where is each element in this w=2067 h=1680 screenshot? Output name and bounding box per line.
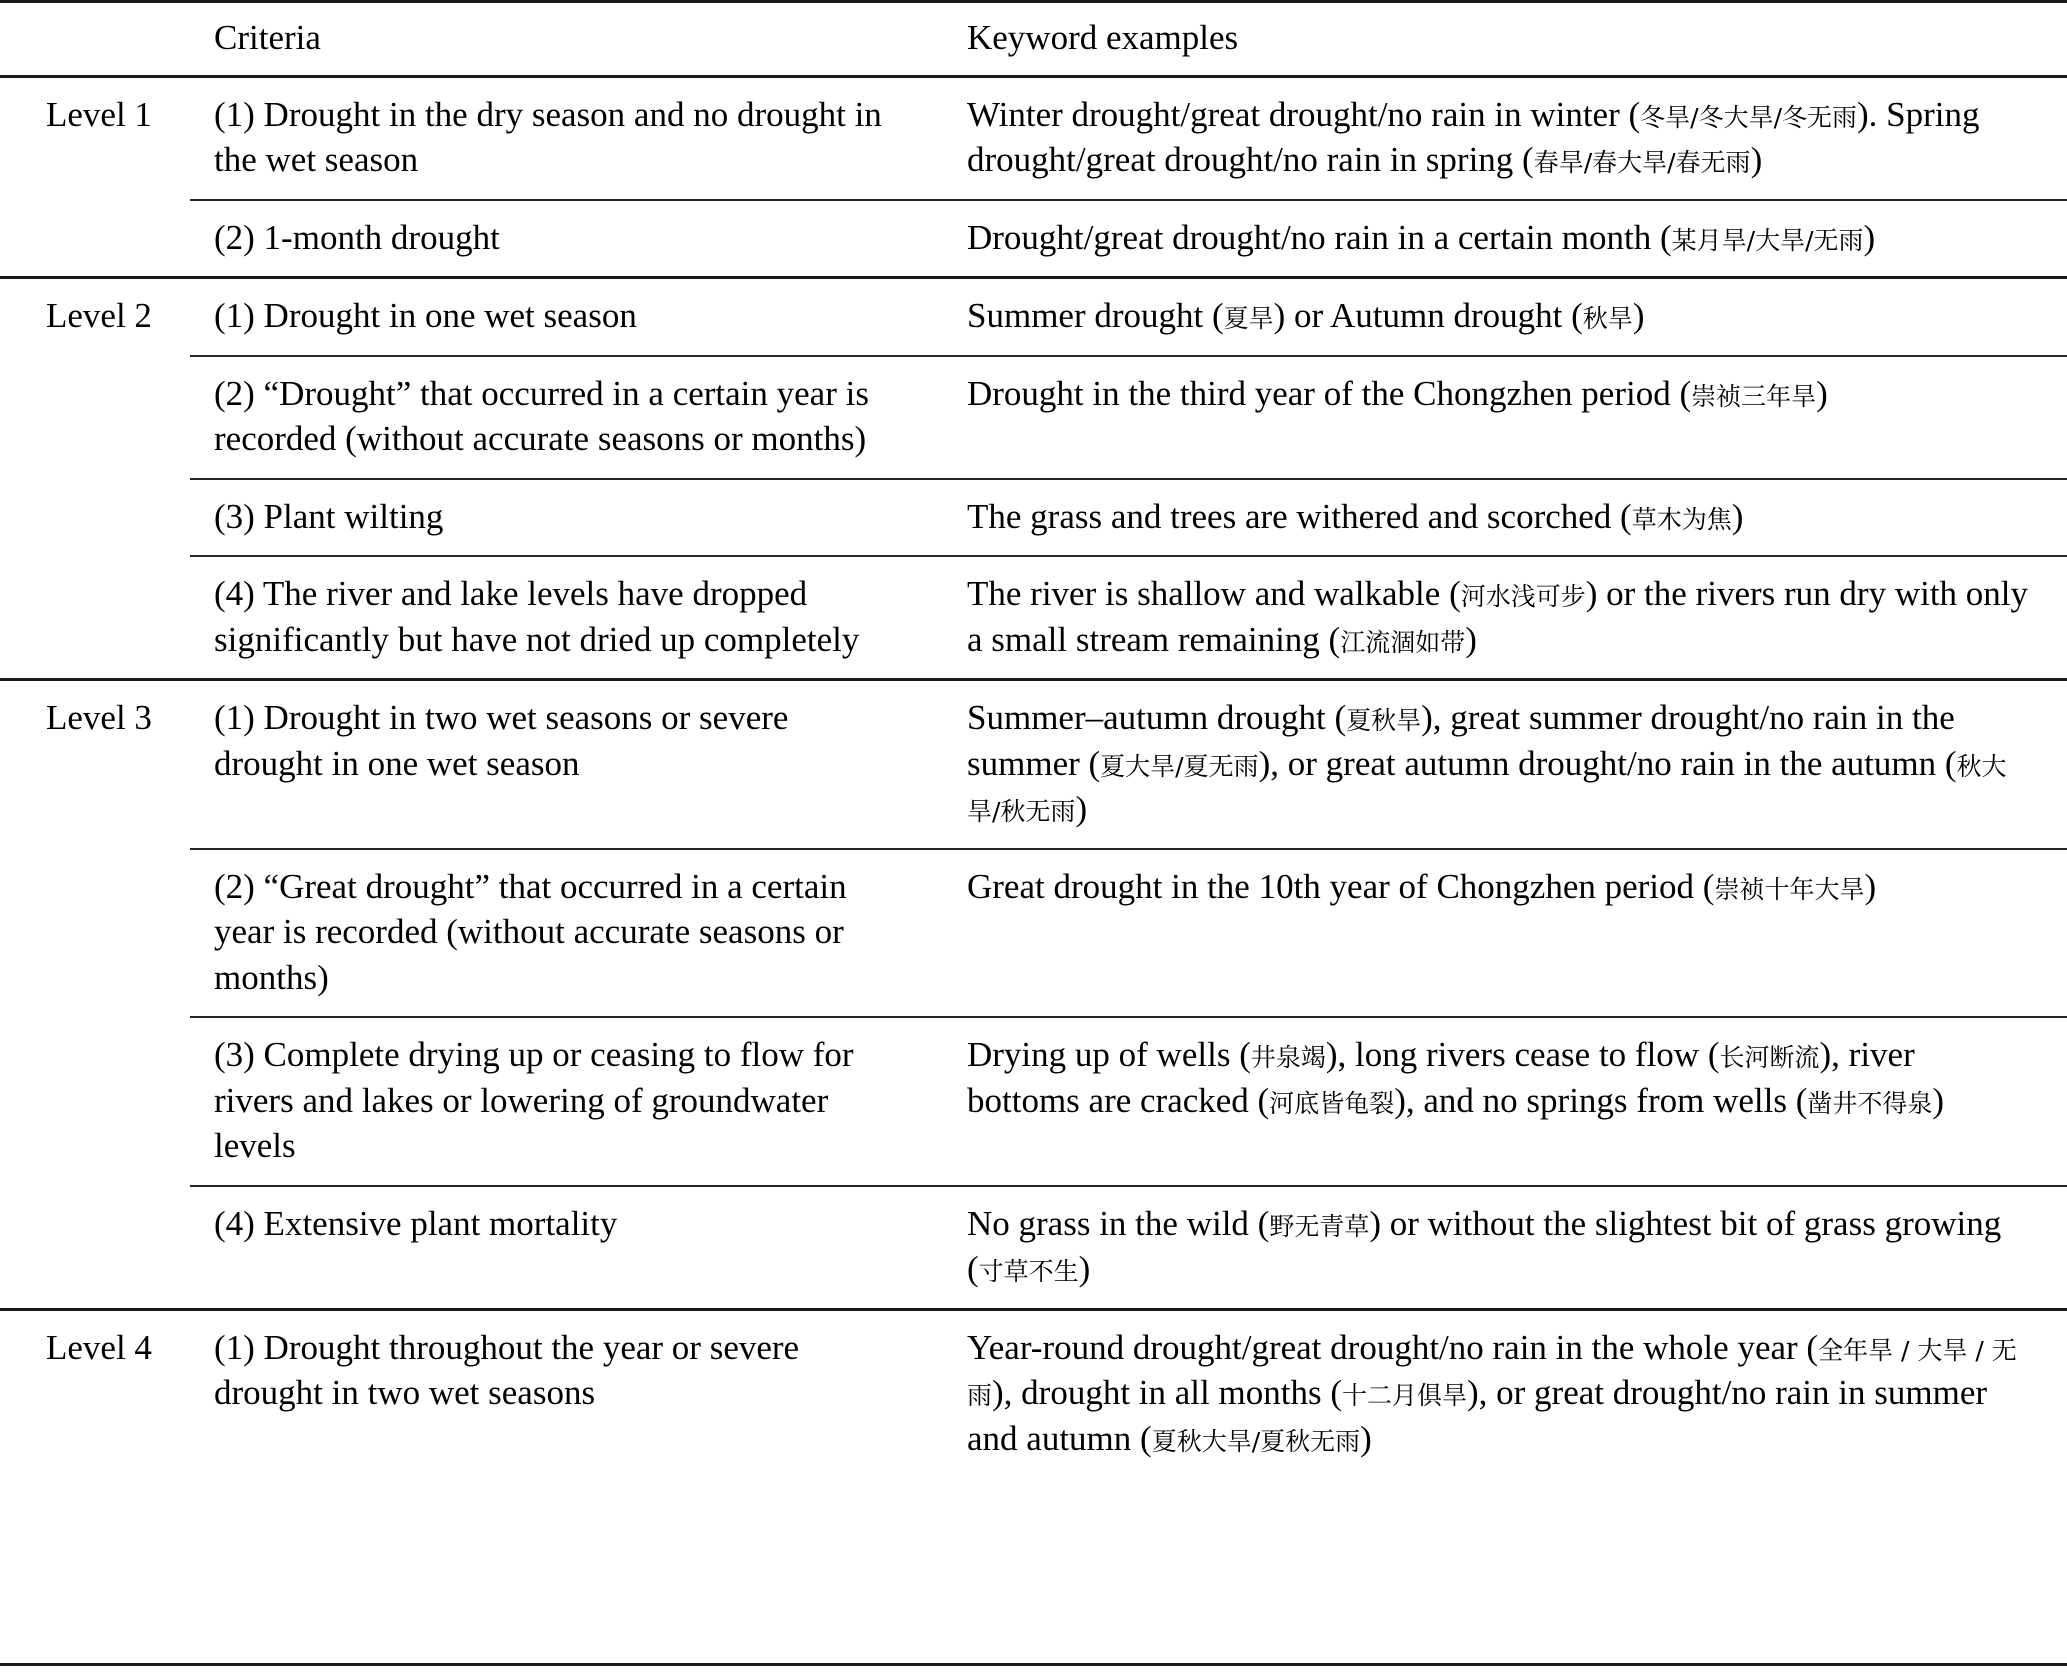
keyword-text <box>945 76 2067 200</box>
criteria-text: (1) Drought in one wet season <box>190 278 945 356</box>
keyword-text <box>945 849 2067 1018</box>
keyword-en: ), drought in all months ( <box>992 1373 1342 1412</box>
keyword-cjk: 河水浅可步 <box>1460 582 1586 611</box>
criteria-text: (4) Extensive plant mortality <box>190 1186 945 1310</box>
keyword-en: No grass in the wild ( <box>967 1203 1270 1243</box>
keyword-cjk: 凿井不得泉 <box>1807 1088 1933 1118</box>
keyword-text <box>945 1186 2067 1310</box>
criteria-text: (1) Drought in two wet seasons or severe drought in one wet season <box>190 680 945 849</box>
table-row <box>0 556 2067 680</box>
level-label <box>0 1186 190 1310</box>
keyword-cjk: 江流涸如带 <box>1340 627 1466 657</box>
keyword-cjk: 草木为焦 <box>1631 504 1732 534</box>
keyword-en: ), or great drought/no rain in summer and autumn ( <box>967 1373 1988 1458</box>
keyword-en: ), and no springs from wells ( <box>1394 1080 1808 1120</box>
criteria-text: (1) Drought throughout the year or severe drought in two wet seasons <box>190 1309 945 1477</box>
keyword-en: ), great summer drought/no rain in the summer ( <box>967 698 1955 783</box>
keyword-text <box>945 556 2067 680</box>
keyword-cjk: 某月旱/大旱/无雨 <box>1671 225 1864 255</box>
table-row <box>0 1186 2067 1310</box>
keyword-en: Winter drought/great drought/no rain in winter ( <box>967 94 1641 134</box>
keyword-cjk: 长河断流 <box>1719 1043 1820 1072</box>
table-row <box>0 278 2067 356</box>
keyword-en: ) or Autumn drought ( <box>1273 296 1583 335</box>
keyword-en: Summer drought ( <box>967 296 1224 335</box>
keyword-en: ), long rivers cease to flow ( <box>1325 1035 1720 1074</box>
keyword-en: Drying up of wells ( <box>967 1035 1251 1074</box>
keyword-en: Year-round drought/great drought/no rain in the whole year ( <box>967 1327 1819 1367</box>
keyword-cjk: 秋大旱/秋无雨 <box>967 751 2007 826</box>
keyword-en: ) <box>1075 789 1088 828</box>
table-body <box>0 2 2067 1478</box>
keyword-cjk: 野无青草 <box>1269 1211 1370 1241</box>
level-label <box>0 849 190 1018</box>
keyword-en: The river is shallow and walkable ( <box>967 574 1461 613</box>
table-row <box>0 479 2067 557</box>
keyword-text <box>945 680 2067 849</box>
keyword-en: Drought/great drought/no rain in a certain month ( <box>967 217 1672 257</box>
keyword-en: ) <box>1465 619 1477 659</box>
keyword-text <box>945 479 2067 557</box>
level-label <box>0 1017 190 1186</box>
criteria-text: (2) 1-month drought <box>190 200 945 278</box>
table-row <box>0 1309 2067 1477</box>
criteria-text: (2) “Great drought” that occurred in a certain year is recorded (without accurate seasons or months) <box>190 849 945 1018</box>
keyword-en: ) <box>1078 1249 1091 1288</box>
keyword-cjk: 寸草不生 <box>978 1257 1079 1286</box>
level-label: Level 2 <box>0 278 190 356</box>
keyword-cjk: 崇祯十年大旱 <box>1714 874 1865 904</box>
table-header-row <box>0 2 2067 77</box>
table-row <box>0 1017 2067 1186</box>
table-row <box>0 200 2067 278</box>
keyword-en: ) <box>1816 373 1828 413</box>
keyword-en: ) or without the slightest bit of grass growing ( <box>967 1203 2002 1288</box>
level-label <box>0 479 190 557</box>
criteria-text: (3) Plant wilting <box>190 479 945 557</box>
keyword-en: Summer–autumn drought ( <box>967 698 1347 737</box>
keyword-en: ) <box>1932 1080 1945 1120</box>
keyword-en: ). Spring drought/great drought/no rain in spring ( <box>967 94 1980 179</box>
keyword-en: Drought in the third year of the Chongzhen period ( <box>967 373 1692 413</box>
keyword-cjk: 崇祯三年旱 <box>1691 381 1817 411</box>
criteria-text: (3) Complete drying up or ceasing to flow for rivers and lakes or lowering of groundwater levels <box>190 1017 945 1186</box>
keyword-text <box>945 356 2067 479</box>
table-row <box>0 680 2067 849</box>
keyword-text <box>945 1017 2067 1186</box>
header-level-blank <box>0 2 190 77</box>
level-label <box>0 200 190 278</box>
criteria-text: (1) Drought in the dry season and no drought in the wet season <box>190 76 945 200</box>
keyword-en: ), or great autumn drought/no rain in the autumn ( <box>1258 743 1957 783</box>
keyword-en: Great drought in the 10th year of Chongzhen period ( <box>967 866 1715 906</box>
level-label: Level 3 <box>0 680 190 849</box>
keyword-cjk: 夏秋旱 <box>1346 706 1422 735</box>
keyword-en: ) <box>1731 496 1744 536</box>
keyword-cjk: 全年旱 / 大旱 / 无雨 <box>967 1335 2017 1410</box>
keyword-cjk: 夏秋大旱/夏秋无雨 <box>1151 1426 1361 1456</box>
table-row <box>0 849 2067 1018</box>
keyword-en: ) <box>1863 217 1876 257</box>
keyword-cjk: 秋旱 <box>1582 304 1633 333</box>
keyword-cjk: 河底皆龟裂 <box>1269 1088 1395 1118</box>
keyword-en: ) <box>1750 140 1763 179</box>
header-criteria: Criteria <box>190 2 945 77</box>
keyword-text <box>945 1309 2067 1477</box>
keyword-text <box>945 200 2067 278</box>
keyword-en: ) or the rivers run dry with only a small stream remaining ( <box>967 574 2029 659</box>
level-label <box>0 556 190 680</box>
keyword-cjk: 春旱/春大旱/春无雨 <box>1533 148 1751 177</box>
keyword-cjk: 井泉竭 <box>1250 1043 1326 1072</box>
table-row <box>0 76 2067 200</box>
keyword-en: ) <box>1360 1418 1372 1458</box>
keyword-en: The grass and trees are withered and scorched ( <box>967 496 1632 536</box>
table-bottom-rule <box>0 1663 2067 1666</box>
keyword-cjk: 冬旱/冬大旱/冬无雨 <box>1640 102 1857 132</box>
keyword-en: ), river bottoms are cracked ( <box>967 1035 1915 1120</box>
level-label: Level 1 <box>0 76 190 200</box>
keyword-cjk: 十二月俱旱 <box>1341 1381 1467 1410</box>
keyword-text <box>945 278 2067 356</box>
header-keyword-examples: Keyword examples <box>945 2 2067 77</box>
criteria-text: (4) The river and lake levels have dropped significantly but have not dried up completely <box>190 556 945 680</box>
criteria-text: (2) “Drought” that occurred in a certain year is recorded (without accurate seasons or months) <box>190 356 945 479</box>
keyword-en: ) <box>1632 296 1645 335</box>
level-label: Level 4 <box>0 1309 190 1477</box>
keyword-cjk: 夏旱 <box>1223 304 1274 333</box>
keyword-en: ) <box>1864 866 1877 906</box>
level-label <box>0 356 190 479</box>
table-row <box>0 356 2067 479</box>
keyword-cjk: 夏大旱/夏无雨 <box>1100 751 1259 781</box>
